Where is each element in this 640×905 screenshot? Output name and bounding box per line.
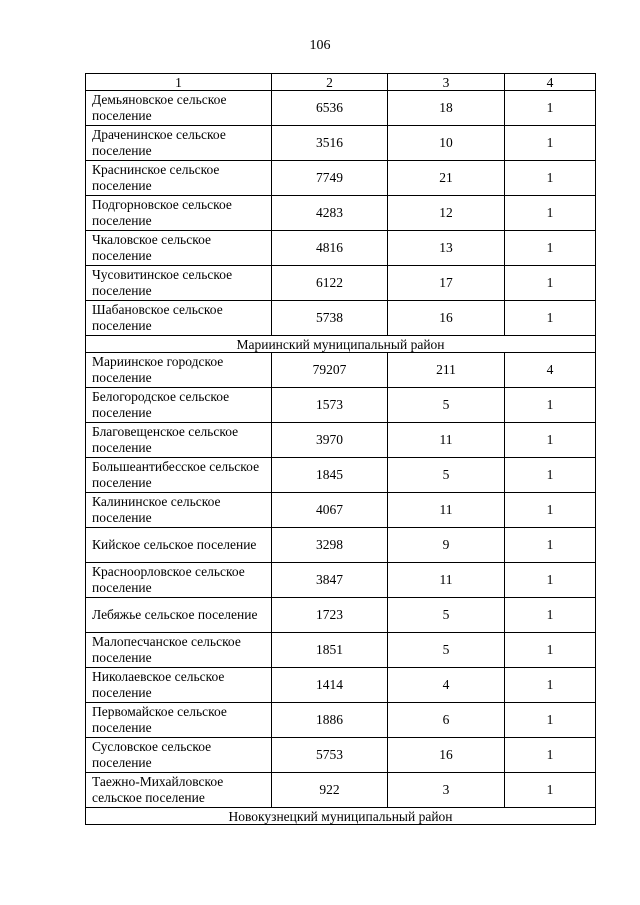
settlement-name-cell: Лебяжье сельское поселение xyxy=(86,598,272,633)
table-row xyxy=(86,528,596,563)
column-3-cell: 16 xyxy=(388,301,505,336)
table-row xyxy=(86,231,596,266)
settlement-name-cell: Кийское сельское поселение xyxy=(86,528,272,563)
table-row xyxy=(86,598,596,633)
settlement-name-cell: Подгорновское сельское поселение xyxy=(86,196,272,231)
settlement-name-cell: Шабановское сельское поселение xyxy=(86,301,272,336)
column-3-cell: 4 xyxy=(388,668,505,703)
column-4-cell: 1 xyxy=(505,703,596,738)
column-3-cell: 6 xyxy=(388,703,505,738)
table-row xyxy=(86,703,596,738)
section-row xyxy=(86,808,596,825)
section-row xyxy=(86,336,596,353)
data-table xyxy=(85,73,596,825)
column-4-cell: 1 xyxy=(505,231,596,266)
population-cell: 5738 xyxy=(272,301,388,336)
population-cell: 3970 xyxy=(272,423,388,458)
settlement-name-cell: Калининское сельское поселение xyxy=(86,493,272,528)
column-4-cell: 1 xyxy=(505,126,596,161)
column-4-cell: 1 xyxy=(505,773,596,808)
population-cell: 4283 xyxy=(272,196,388,231)
column-4-cell: 1 xyxy=(505,161,596,196)
settlement-name-cell: Николаевское сельское поселение xyxy=(86,668,272,703)
column-4-cell: 1 xyxy=(505,388,596,423)
column-3-cell: 17 xyxy=(388,266,505,301)
column-3-cell: 9 xyxy=(388,528,505,563)
column-4-cell: 1 xyxy=(505,563,596,598)
column-3-cell: 211 xyxy=(388,353,505,388)
table-row xyxy=(86,196,596,231)
column-3-cell: 3 xyxy=(388,773,505,808)
population-cell: 1723 xyxy=(272,598,388,633)
settlement-name-cell: Драченинское сельское поселение xyxy=(86,126,272,161)
population-cell: 79207 xyxy=(272,353,388,388)
table-row xyxy=(86,353,596,388)
column-3-cell: 5 xyxy=(388,598,505,633)
population-cell: 1845 xyxy=(272,458,388,493)
population-cell: 5753 xyxy=(272,738,388,773)
table-row xyxy=(86,388,596,423)
population-cell: 1851 xyxy=(272,633,388,668)
table-row xyxy=(86,423,596,458)
header-cell: 2 xyxy=(272,74,388,91)
column-3-cell: 10 xyxy=(388,126,505,161)
column-4-cell: 1 xyxy=(505,458,596,493)
settlement-name-cell: Мариинское городское поселение xyxy=(86,353,272,388)
population-cell: 7749 xyxy=(272,161,388,196)
table-body xyxy=(86,74,596,825)
settlement-name-cell: Первомайское сельское поселение xyxy=(86,703,272,738)
table-row xyxy=(86,458,596,493)
column-3-cell: 11 xyxy=(388,563,505,598)
settlement-name-cell: Малопесчанское сельское поселение xyxy=(86,633,272,668)
column-4-cell: 1 xyxy=(505,301,596,336)
settlement-name-cell: Демьяновское сельское поселение xyxy=(86,91,272,126)
population-cell: 1414 xyxy=(272,668,388,703)
section-heading-mariinsky: Мариинский муниципальный район xyxy=(86,336,596,353)
table-row xyxy=(86,773,596,808)
header-row xyxy=(86,74,596,91)
column-4-cell: 1 xyxy=(505,423,596,458)
column-3-cell: 12 xyxy=(388,196,505,231)
population-cell: 6536 xyxy=(272,91,388,126)
table-row xyxy=(86,493,596,528)
column-3-cell: 11 xyxy=(388,493,505,528)
column-3-cell: 5 xyxy=(388,458,505,493)
column-4-cell: 1 xyxy=(505,528,596,563)
population-cell: 1886 xyxy=(272,703,388,738)
column-4-cell: 1 xyxy=(505,91,596,126)
header-cell: 1 xyxy=(86,74,272,91)
column-4-cell: 1 xyxy=(505,493,596,528)
table-row xyxy=(86,738,596,773)
header-cell: 4 xyxy=(505,74,596,91)
settlement-name-cell: Чусовитинское сельское поселение xyxy=(86,266,272,301)
column-4-cell: 1 xyxy=(505,668,596,703)
table-row xyxy=(86,633,596,668)
column-3-cell: 5 xyxy=(388,633,505,668)
column-4-cell: 4 xyxy=(505,353,596,388)
column-3-cell: 21 xyxy=(388,161,505,196)
table-row xyxy=(86,668,596,703)
population-cell: 3298 xyxy=(272,528,388,563)
table-row xyxy=(86,91,596,126)
population-cell: 1573 xyxy=(272,388,388,423)
settlement-name-cell: Таежно-Михайловское сельское поселение xyxy=(86,773,272,808)
settlement-name-cell: Белогородское сельское поселение xyxy=(86,388,272,423)
column-4-cell: 1 xyxy=(505,633,596,668)
column-4-cell: 1 xyxy=(505,598,596,633)
column-4-cell: 1 xyxy=(505,196,596,231)
page-number: 106 xyxy=(309,38,331,53)
population-cell: 4067 xyxy=(272,493,388,528)
table-row xyxy=(86,266,596,301)
table-row xyxy=(86,126,596,161)
column-4-cell: 1 xyxy=(505,738,596,773)
population-cell: 4816 xyxy=(272,231,388,266)
column-3-cell: 16 xyxy=(388,738,505,773)
section-heading-novokuznetsky: Новокузнецкий муниципальный район xyxy=(86,808,596,825)
settlement-name-cell: Сусловское сельское поселение xyxy=(86,738,272,773)
settlement-name-cell: Краснинское сельское поселение xyxy=(86,161,272,196)
settlement-name-cell: Чкаловское сельское поселение xyxy=(86,231,272,266)
settlement-name-cell: Большеантибесское сельское поселение xyxy=(86,458,272,493)
column-3-cell: 5 xyxy=(388,388,505,423)
population-cell: 3847 xyxy=(272,563,388,598)
settlement-name-cell: Красноорловское сельское поселение xyxy=(86,563,272,598)
population-cell: 922 xyxy=(272,773,388,808)
table-row xyxy=(86,563,596,598)
population-cell: 3516 xyxy=(272,126,388,161)
column-3-cell: 11 xyxy=(388,423,505,458)
column-4-cell: 1 xyxy=(505,266,596,301)
table-row xyxy=(86,301,596,336)
column-3-cell: 18 xyxy=(388,91,505,126)
settlement-name-cell: Благовещенское сельское поселение xyxy=(86,423,272,458)
header-cell: 3 xyxy=(388,74,505,91)
population-cell: 6122 xyxy=(272,266,388,301)
column-3-cell: 13 xyxy=(388,231,505,266)
table-row xyxy=(86,161,596,196)
